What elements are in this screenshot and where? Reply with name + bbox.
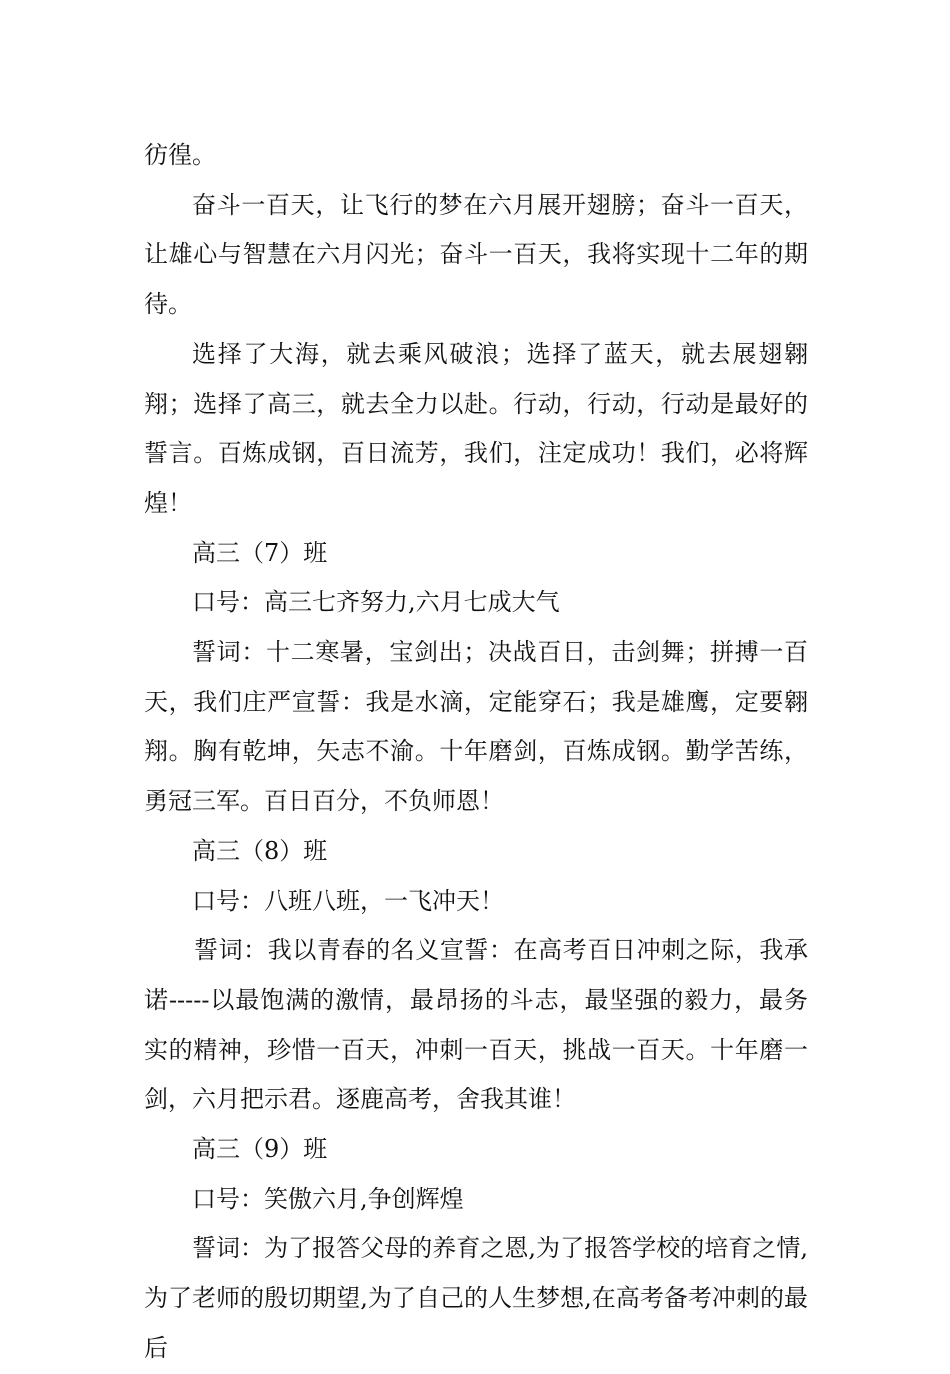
paragraph-choice: 选择了大海，就去乘风破浪；选择了蓝天，就去展翅翱翔；选择了高三，就去全力以赴。行动，行动，行动是最好的誓言。百炼成钢，百日流芳，我们，注定成功！我们，必将辉煌！ <box>144 339 808 517</box>
document-body <box>144 131 808 1374</box>
slogan-class-7: 口号：高三七齐努力,六月七成大气 <box>192 588 560 617</box>
slogan-class-9: 口号：笑傲六月,争创辉煌 <box>192 1184 464 1213</box>
paragraph-struggle: 奋斗一百天，让飞行的梦在六月展开翅膀；奋斗一百天，让雄心与智慧在六月闪光；奋斗一百天，我将实现十二年的期待。 <box>144 190 808 319</box>
oath-class-8: 誓词：我以青春的名义宣誓：在高考百日冲刺之际，我承诺-----以最饱满的激情，最昂扬的斗志，最坚强的毅力，最务实的精神，珍惜一百天，冲刺一百天，挑战一百天。十年磨一剑，六月把示君。逐鹿高考，舍我其谁！ <box>144 936 808 1114</box>
class-heading-8: 高三（8）班 <box>192 836 328 865</box>
class-heading-7: 高三（7）班 <box>192 538 328 567</box>
oath-class-9: 誓词：为了报答父母的养育之恩,为了报答学校的培育之情,为了老师的殷切期望,为了自己的人生梦想,在高考备考冲刺的最后 <box>144 1234 808 1362</box>
class-heading-9: 高三（9）班 <box>192 1135 328 1164</box>
slogan-class-8: 口号：八班八班，一飞冲天！ <box>192 886 504 915</box>
oath-class-7: 誓词：十二寒暑，宝剑出；决战百日，击剑舞；拼搏一百天，我们庄严宣誓：我是水滴，定能穿石；我是雄鹰，定要翱翔。胸有乾坤，矢志不渝。十年磨剑，百炼成钢。勤学苦练，勇冠三军。百日百分，不负师恩！ <box>144 638 808 816</box>
paragraph-continuation: 彷徨。 <box>144 141 216 169</box>
